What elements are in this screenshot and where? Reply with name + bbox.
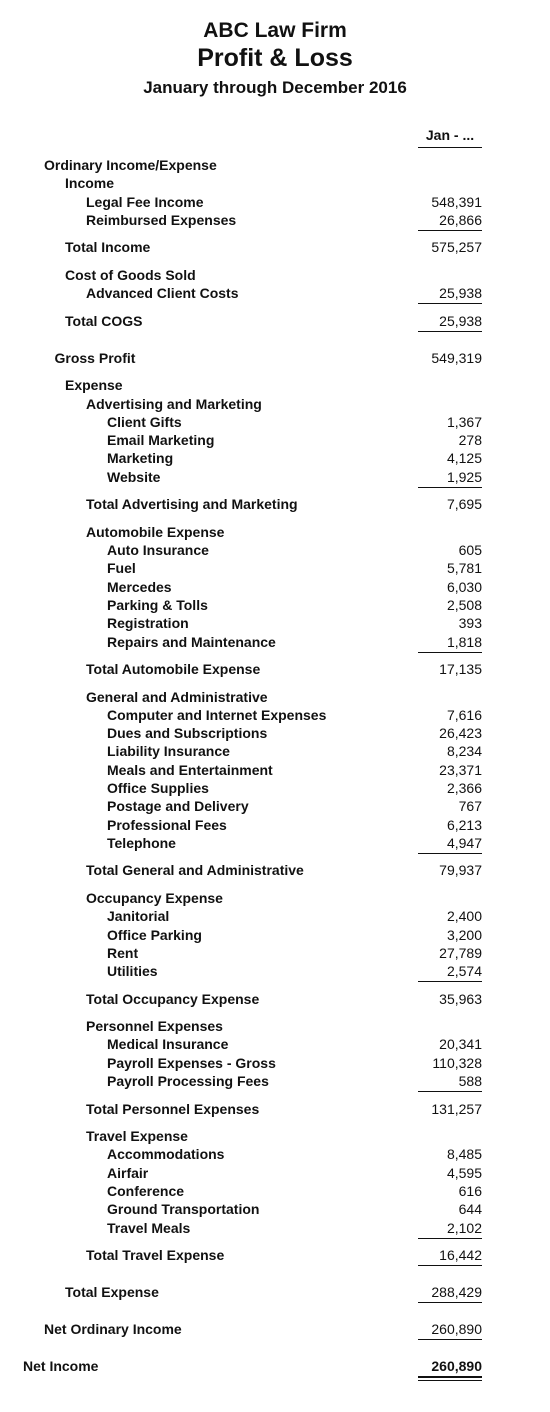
row-label: Travel Meals [107,1219,191,1236]
report-row [0,523,550,541]
row-label: Registration [107,615,189,632]
row-amount: 616 [458,1182,482,1199]
row-amount: 588 [458,1073,482,1089]
row-label: Income [65,175,115,192]
row-label: Reimbursed Expenses [86,211,237,228]
row-amount: 26,423 [439,725,482,742]
row-amount: 35,963 [439,990,482,1007]
report-row [0,395,550,413]
subtotal-underline [418,1091,482,1092]
row-amount: 2,574 [446,963,482,980]
row-label: Total Occupancy Expense [86,990,260,1007]
row-label: Office Parking [107,926,202,943]
row-label: Expense [65,377,123,394]
row-label: Medical Insurance [107,1036,229,1053]
report-row [0,376,550,394]
row-amount: 5,781 [446,560,482,577]
row-label: Office Supplies [107,780,209,796]
row-amount: 27,789 [439,944,482,961]
row-amount: 7,695 [446,496,482,513]
row-amount: 260,890 [431,1321,482,1337]
report-row [0,541,550,559]
report-row [0,907,550,925]
row-label: Total Advertising and Marketing [86,496,298,513]
row-amount: 1,367 [446,413,482,430]
report-row [0,688,550,706]
row-amount: 23,371 [439,761,482,778]
report-row [0,614,550,632]
subtotal-underline [418,487,482,488]
report-row [0,1200,550,1218]
report-row [0,1127,550,1145]
report-row [0,944,550,962]
row-amount: 3,200 [446,926,482,943]
report-row [0,816,550,834]
report-row [0,1320,550,1338]
row-amount: 644 [458,1201,482,1218]
report-row [0,468,550,486]
row-amount: 2,102 [446,1219,482,1236]
row-amount: 260,890 [431,1358,482,1374]
row-label: Net Ordinary Income [44,1321,182,1337]
subtotal-underline [418,1265,482,1266]
total-underline-bottom [418,1380,482,1381]
row-amount: 25,938 [439,285,482,302]
report-row [0,834,550,852]
row-amount: 4,125 [446,450,482,467]
report-row [0,1164,550,1182]
row-amount: 2,508 [446,596,482,613]
report-row [0,284,550,302]
row-label: Occupancy Expense [86,889,223,906]
row-label: Liability Insurance [107,743,230,760]
report-row [0,660,550,678]
row-amount: 8,234 [446,743,482,760]
report-row [0,312,550,330]
row-label: Payroll Expenses - Gross [107,1054,276,1071]
row-label: Total Personnel Expenses [86,1100,260,1117]
row-label: Travel Expense [86,1128,188,1144]
subtotal-underline [418,853,482,854]
report-row [0,193,550,211]
report-row [0,990,550,1008]
row-label: Accommodations [107,1146,225,1163]
row-label: Total Expense [65,1284,159,1300]
report-row [0,413,550,431]
row-amount: 767 [458,798,482,815]
report-row [0,1054,550,1072]
report-row [0,1072,550,1090]
subtotal-underline [418,1302,482,1303]
row-label: Gross Profit [54,349,136,366]
subtotal-underline [418,1339,482,1340]
row-label: Total General and Administrative [86,862,304,879]
report-row [0,861,550,879]
row-amount: 4,595 [446,1164,482,1181]
row-label: Meals and Entertainment [107,761,273,778]
report-row [0,238,550,256]
row-label: Website [107,468,161,485]
row-label: General and Administrative [86,688,268,705]
report-row [0,1017,550,1035]
report-row [0,761,550,779]
row-amount: 25,938 [439,312,482,329]
row-label: Airfair [107,1164,149,1181]
report-row [0,1182,550,1200]
total-underline-top [418,1376,482,1378]
report-row [0,706,550,724]
report-row [0,1357,550,1375]
row-label: Repairs and Maintenance [107,633,276,650]
row-amount: 6,213 [446,816,482,833]
row-amount: 4,947 [446,834,482,851]
report-row [0,1283,550,1301]
report-row [0,578,550,596]
row-label: Total Income [65,239,151,256]
report-row [0,559,550,577]
row-label: Utilities [107,963,158,980]
row-label: Legal Fee Income [86,193,204,210]
row-amount: 17,135 [439,661,482,677]
row-label: Parking & Tolls [107,596,208,613]
row-label: Mercedes [107,578,172,595]
row-amount: 79,937 [439,862,482,879]
row-label: Net Income [23,1358,99,1374]
report-row [0,724,550,742]
row-amount: 548,391 [431,193,482,210]
row-amount: 16,442 [439,1247,482,1263]
row-label: Advertising and Marketing [86,395,262,412]
report-row [0,742,550,760]
row-label: Telephone [107,834,176,851]
row-label: Cost of Goods Sold [65,266,196,283]
report-title: Profit & Loss [197,44,353,72]
report-row [0,431,550,449]
row-label: Ground Transportation [107,1201,260,1218]
report-row [0,349,550,367]
subtotal-underline [418,981,482,982]
row-label: Conference [107,1182,185,1199]
row-amount: 110,328 [432,1054,482,1071]
report-row [0,596,550,614]
report-row [0,211,550,229]
row-amount: 549,319 [431,349,482,366]
row-label: Janitorial [107,908,170,925]
subtotal-underline [418,1238,482,1239]
row-amount: 575,257 [431,239,482,256]
report-row [0,266,550,284]
row-label: Personnel Expenses [86,1018,223,1035]
row-label: Total Automobile Expense [86,661,261,677]
row-label: Total Travel Expense [86,1247,225,1263]
row-amount: 131,257 [431,1100,482,1117]
row-amount: 2,400 [446,908,482,925]
row-label: Total COGS [65,312,143,329]
report-row [0,1219,550,1237]
report-row [0,633,550,651]
report-row [0,174,550,192]
row-label: Advanced Client Costs [86,285,239,302]
subtotal-underline [418,303,482,304]
row-amount: 288,429 [431,1284,482,1300]
row-label: Auto Insurance [107,542,209,558]
subtotal-underline [418,331,482,332]
row-label: Marketing [107,450,174,467]
row-amount: 6,030 [446,578,482,595]
row-label: Computer and Internet Expenses [107,706,327,723]
column-header: Jan - ... [425,127,475,143]
subtotal-underline [418,230,482,231]
company-name: ABC Law Firm [203,19,347,42]
row-amount: 605 [458,542,482,558]
row-label: Email Marketing [107,432,215,449]
report-row [0,779,550,797]
report-row [0,495,550,513]
row-label: Postage and Delivery [107,798,249,815]
report-row [0,1246,550,1264]
subtotal-underline [418,652,482,653]
report-row [0,797,550,815]
report-row [0,926,550,944]
row-label: Fuel [107,560,136,577]
row-amount: 278 [458,432,482,449]
report-row [0,1100,550,1118]
row-label: Professional Fees [107,816,227,833]
report-row [0,889,550,907]
row-label: Payroll Processing Fees [107,1073,269,1089]
row-amount: 7,616 [446,706,482,723]
report-row [0,449,550,467]
row-amount: 393 [458,615,482,632]
report-row [0,962,550,980]
row-label: Ordinary Income/Expense [44,157,217,173]
report-period: January through December 2016 [143,78,407,97]
row-amount: 20,341 [439,1036,482,1053]
row-label: Rent [107,944,139,961]
row-label: Automobile Expense [86,523,225,540]
report-row [0,1035,550,1053]
row-amount: 1,925 [446,468,482,485]
row-amount: 2,366 [446,780,482,796]
report-row [0,1145,550,1163]
report-row [0,156,550,174]
row-label: Client Gifts [107,413,182,430]
row-amount: 26,866 [439,211,482,228]
row-amount: 1,818 [446,633,482,650]
row-amount: 8,485 [446,1146,482,1163]
row-label: Dues and Subscriptions [107,725,268,742]
